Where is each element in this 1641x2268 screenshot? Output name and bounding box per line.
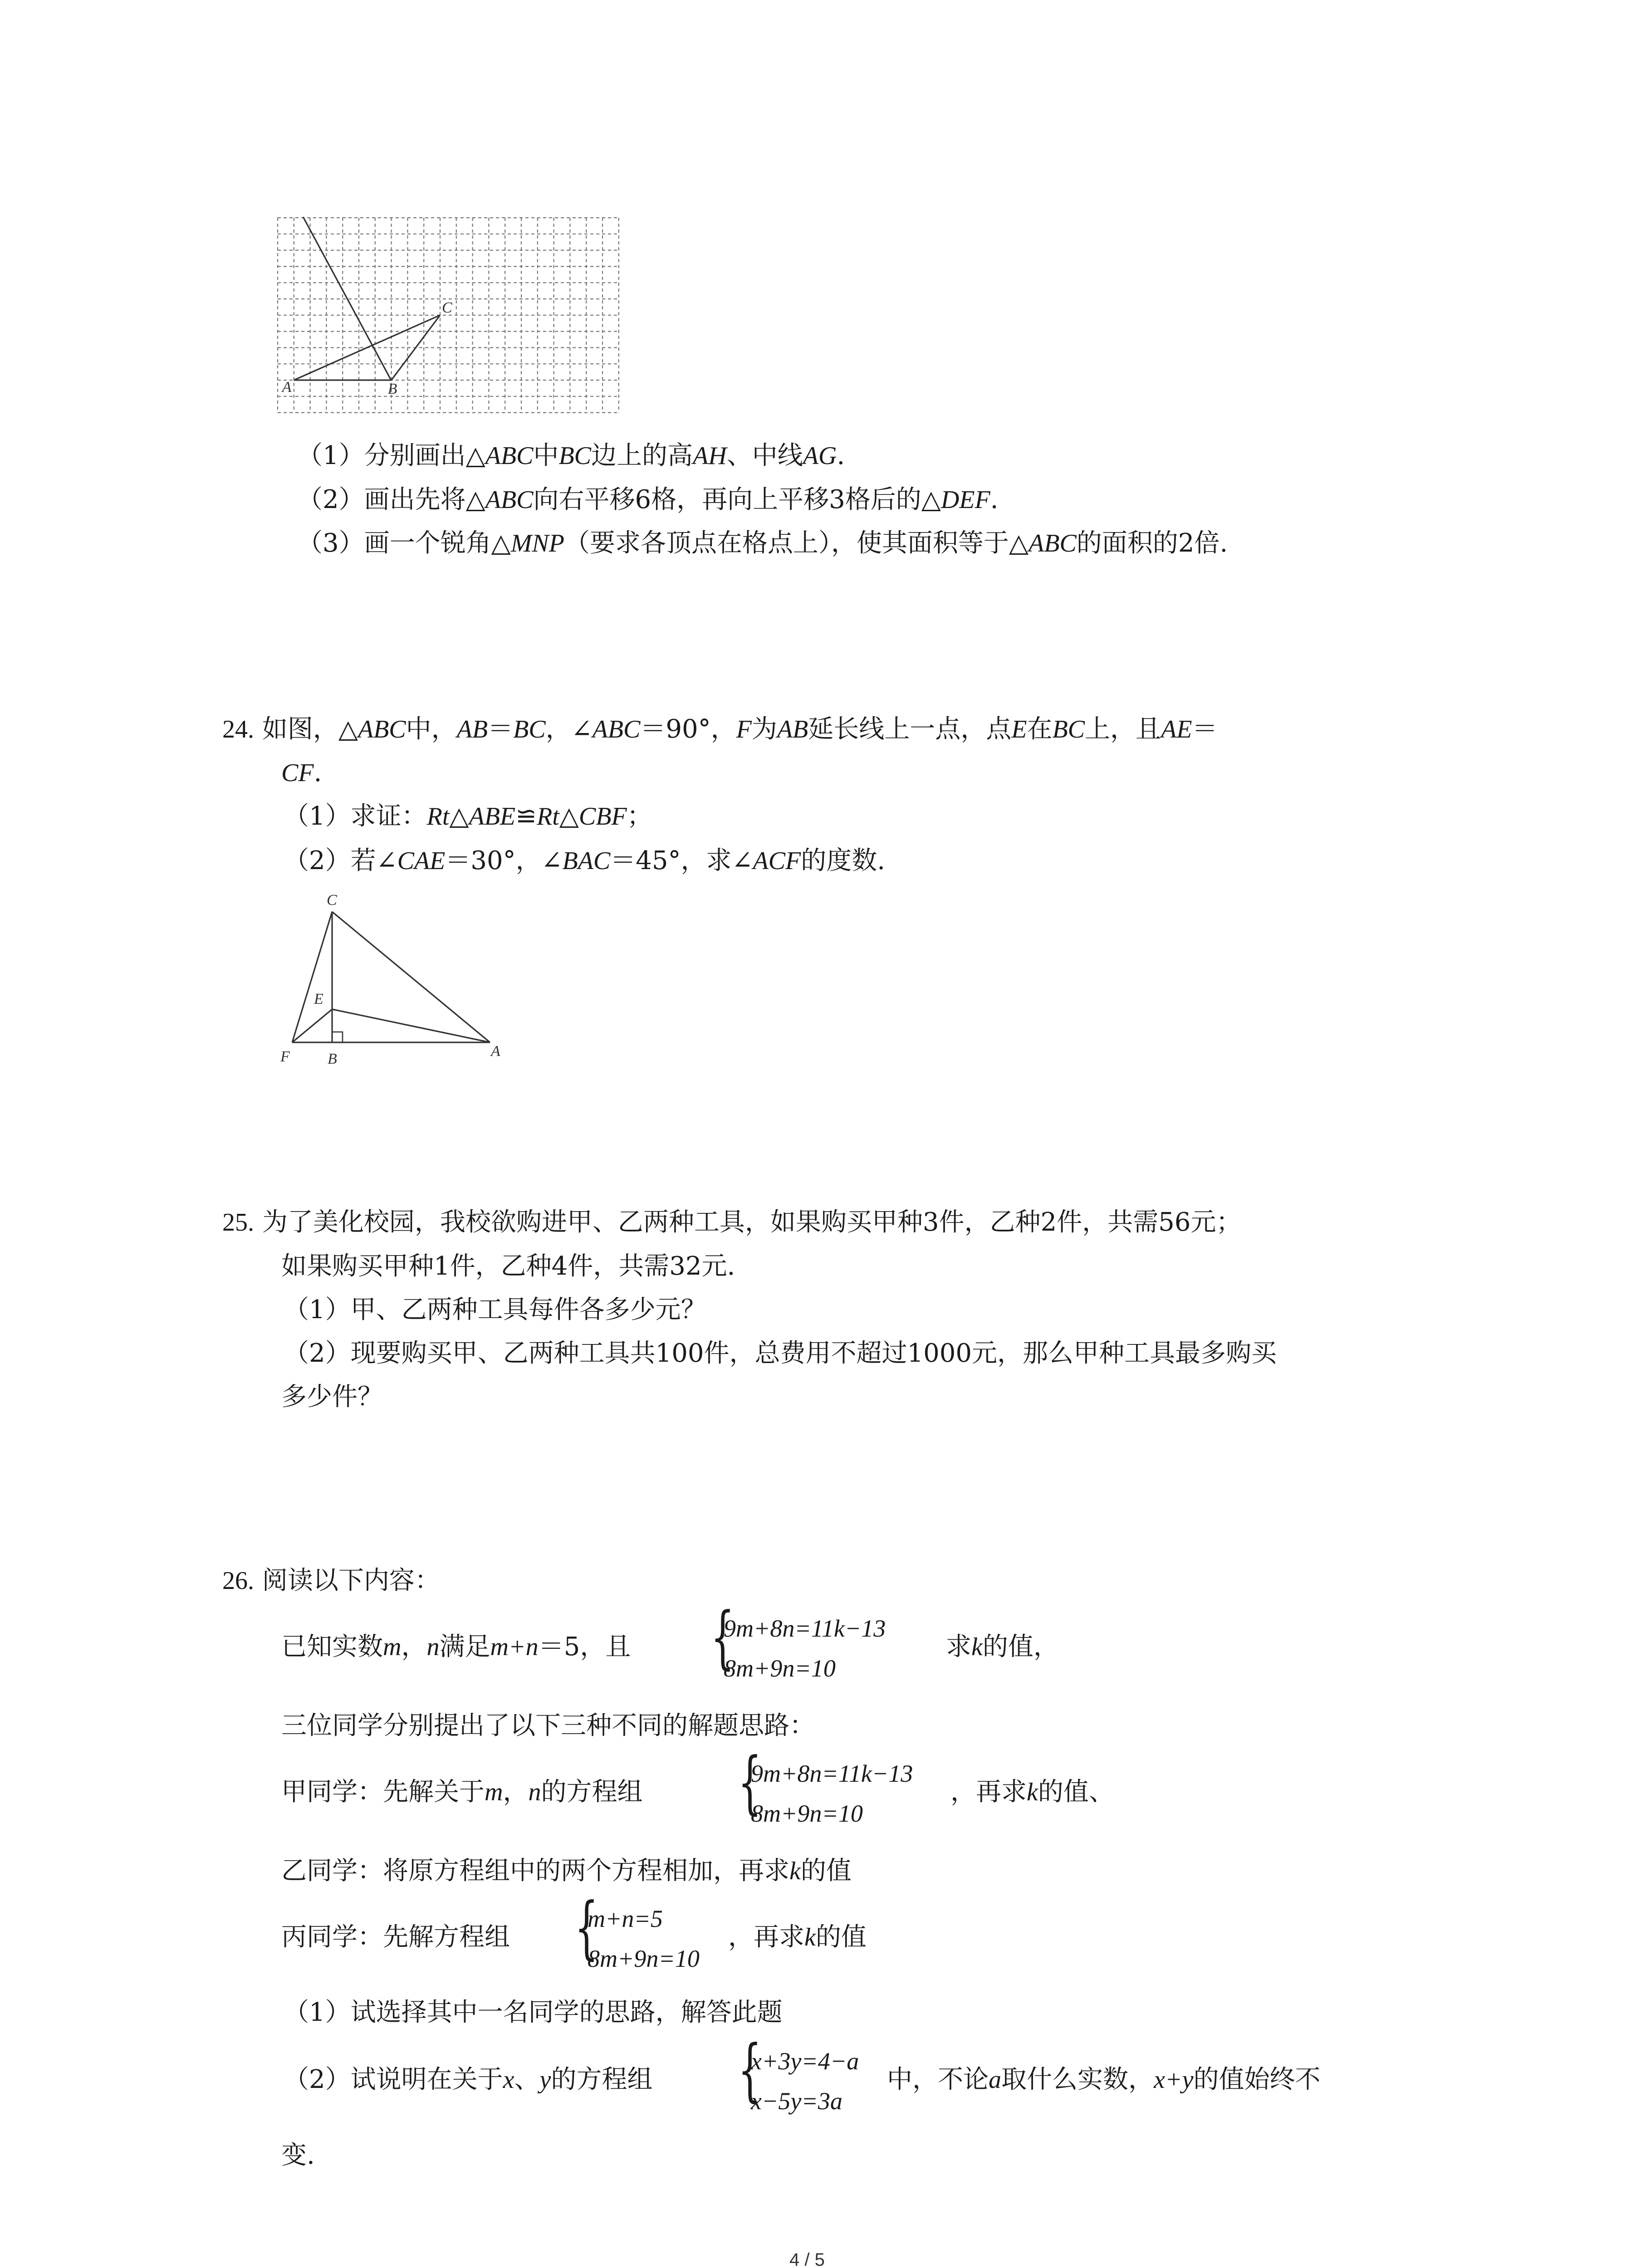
q26-part1: （1）试选择其中一名同学的思路，解答此题 bbox=[284, 1998, 783, 2027]
q24-triangle-figure bbox=[272, 887, 526, 1068]
system2-eq1: 9m+8n=11k−13 bbox=[751, 1760, 913, 1787]
q24-part2: （2）若∠CAE＝30°，∠BAC＝45°，求∠ACF的度数. bbox=[284, 846, 886, 875]
q25-line1: 25. 为了美化校园，我校欲购进甲、乙两种工具，如果购买甲种3件，乙种2件，共需56元； bbox=[222, 1207, 1242, 1237]
grid-label-c: C bbox=[442, 299, 452, 316]
q25-part1: （1）甲、乙两种工具每件各多少元？ bbox=[284, 1295, 706, 1325]
system1-eq2: 8m+9n=10 bbox=[724, 1655, 836, 1682]
fig-label-a: A bbox=[491, 1043, 500, 1060]
page-number: 4 / 5 bbox=[789, 2250, 825, 2268]
q26-bing-tail: ，再求k的值 bbox=[728, 1922, 867, 1952]
fig-label-c: C bbox=[327, 892, 337, 909]
q26-part2-tail: 中，不论a取什么实数，x+y的值始终不 bbox=[887, 2065, 1321, 2094]
q26-known-tail: 求k的值， bbox=[946, 1632, 1059, 1662]
system4-eq1: x+3y=4−a bbox=[751, 2048, 859, 2075]
q25-line2: 如果购买甲种1件，乙种4件，共需32元. bbox=[281, 1251, 735, 1281]
q26-intro: 26. 阅读以下内容： bbox=[222, 1566, 440, 1595]
q24-part1: （1）求证：Rt△ABE≌Rt△CBF； bbox=[284, 802, 652, 831]
system2-brace: { bbox=[738, 1743, 762, 1822]
fig-label-e: E bbox=[314, 991, 323, 1007]
q25-part2b: 多少件？ bbox=[281, 1382, 383, 1412]
q26-known: 已知实数m，n满足m+n＝5，且 bbox=[281, 1632, 631, 1662]
q24-line2: CF. bbox=[281, 758, 322, 787]
q23-part1: （1）分别画出△ABC中BC边上的高AH、中线AG. bbox=[297, 441, 845, 470]
grid-label-a: A bbox=[282, 379, 292, 396]
q25-part2a: （2）现要购买甲、乙两种工具共100件，总费用不超过1000元，那么甲种工具最多购买 bbox=[284, 1339, 1277, 1368]
system2-eq2: 8m+9n=10 bbox=[751, 1800, 863, 1827]
grid-figure bbox=[277, 217, 635, 425]
q26-bing: 丙同学：先解方程组 bbox=[281, 1922, 510, 1952]
system1-eq1: 9m+8n=11k−13 bbox=[724, 1615, 886, 1642]
system3-eq1: m+n=5 bbox=[588, 1905, 663, 1932]
q26-part2-end: 变. bbox=[281, 2141, 315, 2170]
system4-brace: { bbox=[738, 2031, 762, 2110]
fig-label-f: F bbox=[280, 1048, 290, 1065]
q26-three: 三位同学分别提出了以下三种不同的解题思路： bbox=[281, 1711, 815, 1740]
system4-eq2: x−5y=3a bbox=[751, 2087, 843, 2115]
fig-label-b: B bbox=[328, 1051, 337, 1067]
q23-part2: （2）画出先将△ABC向右平移6格，再向上平移3格后的△DEF. bbox=[297, 485, 999, 514]
q26-part2: （2）试说明在关于x、y的方程组 bbox=[284, 2065, 653, 2094]
q26-jia-tail: ，再求k的值、 bbox=[950, 1777, 1114, 1807]
q26-jia: 甲同学：先解关于m，n的方程组 bbox=[281, 1777, 643, 1807]
q24-line1: 24. 如图，△ABC中，AB＝BC，∠ABC＝90°，F为AB延长线上一点，点E在BC上，且AE＝ bbox=[222, 714, 1218, 744]
grid-label-b: B bbox=[387, 381, 397, 397]
system3-eq2: 8m+9n=10 bbox=[588, 1945, 700, 1972]
system1-brace: { bbox=[710, 1598, 735, 1677]
system3-brace: { bbox=[574, 1888, 598, 1967]
q23-part3: （3）画一个锐角△MNP（要求各顶点在格点上），使其面积等于△ABC的面积的2倍. bbox=[297, 528, 1228, 558]
q26-yi: 乙同学：将原方程组中的两个方程相加，再求k的值 bbox=[281, 1856, 852, 1886]
